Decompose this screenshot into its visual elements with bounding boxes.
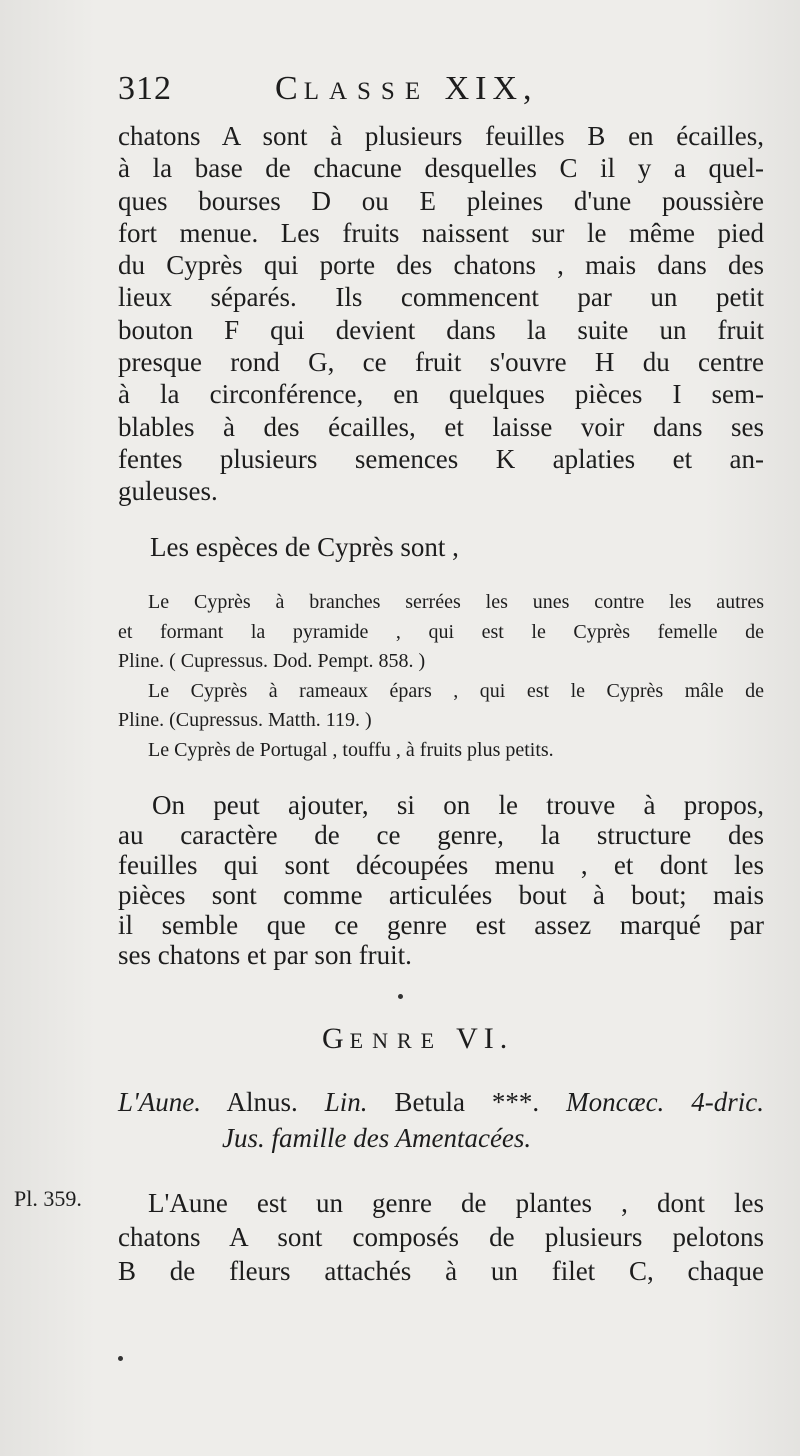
- species-list: [118, 588, 764, 765]
- text-line: pièces sont comme articulées bout à bout; mais: [118, 880, 764, 910]
- text-line: presque rond G, ce fruit s'ouvre H du centre: [118, 347, 764, 378]
- aune-heading-line: Jus. famille des Amentacées.: [222, 1123, 532, 1153]
- text-line: à la base de chacune desquelles C il y a quel-: [118, 153, 764, 184]
- text-line: bouton F qui devient dans la suite un fruit: [118, 314, 764, 345]
- text-line: ses chatons et par son fruit.: [118, 940, 412, 970]
- text-line: du Cyprès qui porte des chatons , mais dans des: [118, 250, 764, 281]
- text-line: blables à des écailles, et laisse voir dans ses: [118, 411, 764, 442]
- text-line: On peut ajouter, si on le trouve à propos,: [152, 790, 764, 820]
- species-line: Pline. ( Cupressus. Dod. Pempt. 858. ): [118, 650, 426, 672]
- species-line: Le Cyprès à branches serrées les unes contre les autres: [148, 591, 764, 613]
- paragraph-aune-description: [118, 1186, 764, 1288]
- page-header: [118, 70, 768, 114]
- text-line: il semble que ce genre est assez marqué par: [118, 910, 764, 940]
- text-line: fort menue. Les fruits naissent sur le même pied: [118, 217, 764, 248]
- text-line: chatons A sont à plusieurs feuilles B en écailles,: [118, 121, 764, 151]
- class-title: CLASSE XIX,: [275, 70, 538, 107]
- species-line: Le Cyprès à rameaux épars , qui est le Cyprès mâle de: [148, 679, 764, 702]
- species-line: Le Cyprès de Portugal , touffu , à fruits plus petits.: [148, 738, 554, 761]
- aune-heading: [118, 1084, 764, 1156]
- species-heading: Les espèces de Cyprès sont ,: [150, 532, 459, 562]
- text-line: feuilles qui sont découpées menu , et dont les: [118, 850, 764, 880]
- paragraph-genre-character: [118, 790, 764, 970]
- text-line: ques bourses D ou E pleines d'une poussière: [118, 185, 764, 216]
- text-line: à la circonférence, en quelques pièces I sem-: [118, 379, 764, 410]
- genre-heading: GENRE VI.: [322, 1022, 514, 1055]
- aune-heading-line: L'Aune. Alnus. Lin. Betula ***. Moncæc. 4-dric.: [118, 1087, 764, 1117]
- page-number: 312: [118, 70, 172, 107]
- text-line: fentes plusieurs semences K aplaties et an-: [118, 443, 764, 474]
- ink-speck: [398, 994, 403, 999]
- plate-reference: Pl. 359.: [14, 1186, 82, 1211]
- text-line: lieux séparés. Ils commencent par un petit: [118, 282, 764, 313]
- species-line: Pline. (Cupressus. Matth. 119. ): [118, 709, 372, 731]
- text-line: guleuses.: [118, 476, 218, 507]
- text-line: L'Aune est un genre de plantes , dont les: [148, 1188, 764, 1218]
- text-line: au caractère de ce genre, la structure des: [118, 820, 764, 850]
- species-line: et formant la pyramide , qui est le Cyprès femelle de: [118, 620, 764, 643]
- text-line: B de fleurs attachés à un filet C, chaque: [118, 1256, 764, 1286]
- text-line: chatons A sont composés de plusieurs pelotons: [118, 1222, 764, 1252]
- paragraph-cypres-description: [118, 120, 764, 508]
- ink-speck: [118, 1356, 123, 1361]
